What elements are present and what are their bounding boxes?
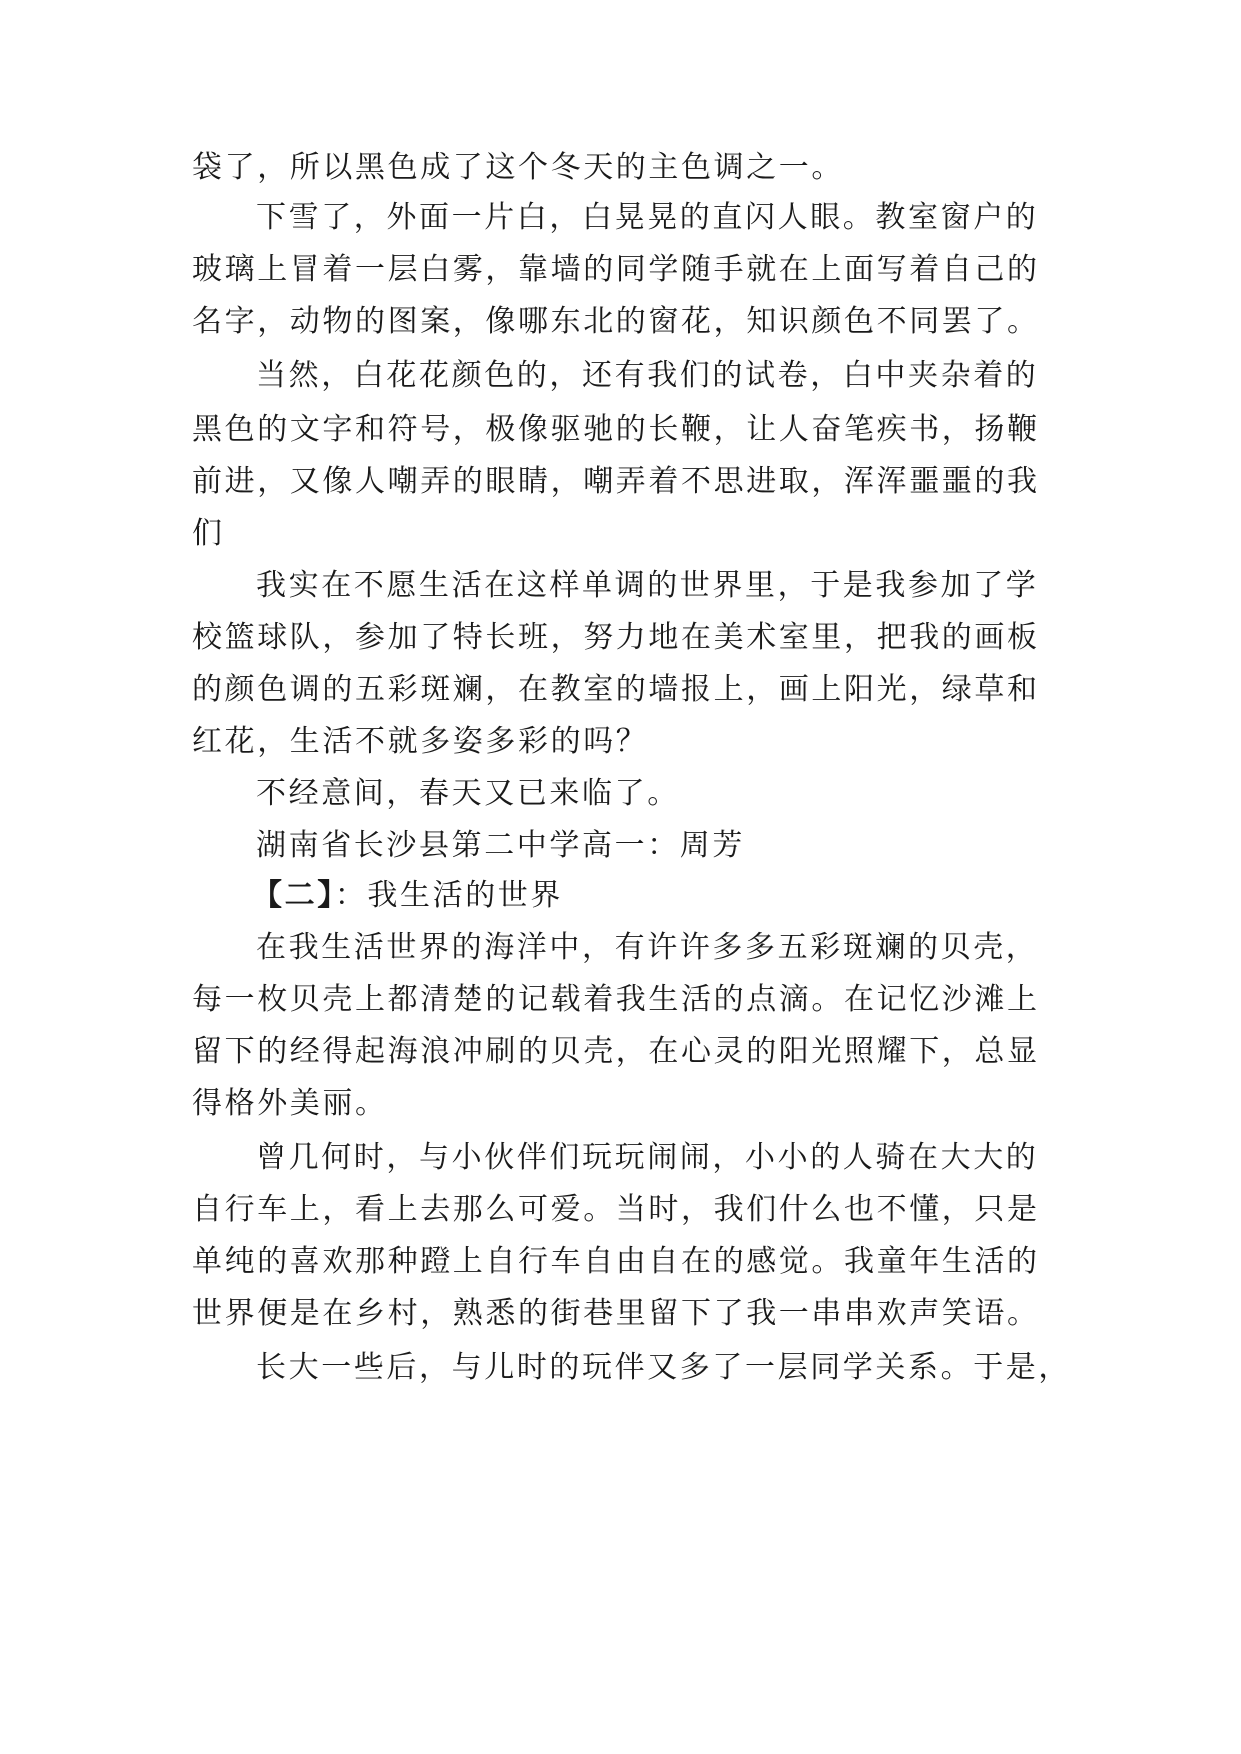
text-line: 名字，动物的图案，像哪东北的窗花，知识颜色不同罢了。 xyxy=(192,304,1040,339)
text-line: 自行车上，看上去那么可爱。当时，我们什么也不懂，只是 xyxy=(192,1192,1040,1227)
text-line: 前进，又像人嘲弄的眼睛，嘲弄着不思进取，浑浑噩噩的我 xyxy=(192,464,1040,499)
text-line: 袋了，所以黑色成了这个冬天的主色调之一。 xyxy=(192,150,844,185)
paragraph-first-line: 我实在不愿生活在这样单调的世界里，于是我参加了学 xyxy=(256,568,1039,603)
section-heading-number: 【二】 xyxy=(252,878,335,913)
text-line: 的颜色调的五彩斑斓，在教室的墙报上，画上阳光，绿草和 xyxy=(192,672,1040,707)
text-line: 每一枚贝壳上都清楚的记载着我生活的点滴。在记忆沙滩上 xyxy=(192,982,1040,1017)
text-line: 红花，生活不就多姿多彩的吗？ xyxy=(192,724,649,759)
paragraph-first-line: 在我生活世界的海洋中，有许许多多五彩斑斓的贝壳， xyxy=(256,930,1039,965)
text-line: 玻璃上冒着一层白雾，靠墙的同学随手就在上面写着自己的 xyxy=(192,252,1040,287)
paragraph-first-line: 不经意间，春天又已来临了。 xyxy=(256,776,680,811)
text-line: 校篮球队，参加了特长班，努力地在美术室里，把我的画板 xyxy=(192,620,1040,655)
text-line: 们 xyxy=(192,516,225,551)
section-heading xyxy=(0,876,1241,916)
text-line: 单纯的喜欢那种蹬上自行车自由自在的感觉。我童年生活的 xyxy=(192,1244,1040,1279)
paragraph-first-line: 曾几何时，与小伙伴们玩玩闹闹，小小的人骑在大大的 xyxy=(256,1140,1039,1175)
section-heading-title: ：我生活的世界 xyxy=(334,878,564,913)
paragraph-first-line: 长大一些后，与儿时的玩伴又多了一层同学关系。于是， xyxy=(256,1350,1071,1385)
paragraph-first-line: 下雪了，外面一片白，白晃晃的直闪人眼。教室窗户的 xyxy=(256,200,1039,235)
text-line: 留下的经得起海浪冲刷的贝壳，在心灵的阳光照耀下，总显 xyxy=(192,1034,1040,1069)
text-line: 黑色的文字和符号，极像驱驰的长鞭，让人奋笔疾书，扬鞭 xyxy=(192,412,1040,447)
text-line: 得格外美丽。 xyxy=(192,1086,388,1121)
paragraph-first-line: 当然，白花花颜色的，还有我们的试卷，白中夹杂着的 xyxy=(256,358,1039,393)
text-line: 世界便是在乡村，熟悉的街巷里留下了我一串串欢声笑语。 xyxy=(192,1296,1040,1331)
author-line: 湖南省长沙县第二中学高一：周芳 xyxy=(256,828,745,863)
